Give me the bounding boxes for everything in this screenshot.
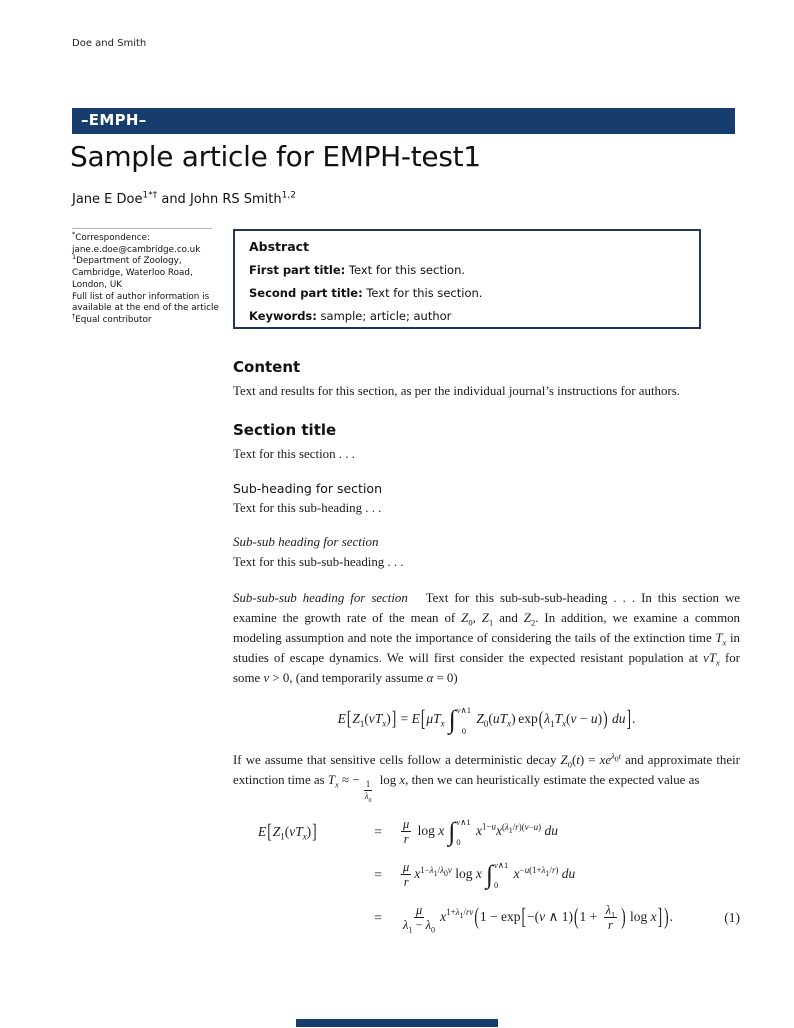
affiliation-line: $^1$Department of Zoology, [72, 253, 182, 267]
abstract-keywords [249, 309, 685, 323]
author-info-note: available at the end of the article [72, 303, 219, 314]
abstract-item-text: sample; article; author [316, 309, 452, 323]
equation-rhs: $\frac{\mu}{\lambda_1 - \lambda_0}$ $x^{1+\lambda_1/rv}(1 - \exp[-(v$ ∧ 1)(1 + $\frac{\lambda_1}{r}$ ) log x] ). [403, 902, 673, 935]
numbered-equation-block [233, 817, 740, 933]
subsubsection-paragraph: Text for this sub-sub-heading . . . [233, 555, 404, 569]
abstract-item-text: Text for this section. [362, 286, 483, 300]
equals-sign: = [374, 909, 382, 925]
subsubsection-heading: Sub-sub heading for section [233, 534, 379, 549]
article-body [233, 358, 740, 945]
equals-sign: = [374, 823, 382, 839]
running-header: Doe and Smith [72, 38, 147, 49]
equals-sign: = [374, 866, 382, 882]
abstract-item-label: Keywords: [249, 309, 317, 323]
correspondence-block [72, 228, 230, 327]
equation-row [233, 903, 740, 933]
subsection-paragraph: Text for this sub-heading . . . [233, 501, 382, 515]
section-heading: Section title [233, 421, 337, 439]
sidebar-divider [72, 228, 212, 229]
equation-rhs: $\frac{\mu}{r}$ log x ∫ v∧1 0 $x^{1-u}x^{(\lambda_1/r)(v-u)}$ du [403, 816, 558, 848]
abstract-item-text: Text for this section. [345, 263, 466, 277]
journal-banner [72, 108, 735, 134]
equation-lhs: $E[Z_1(vT_x)]$ [258, 820, 317, 843]
equal-contributor-note: †Equal contributor [72, 312, 152, 325]
subsection-heading: Sub-heading for section [233, 481, 382, 496]
affiliation-line: London, UK [72, 279, 123, 290]
equation-row [233, 817, 740, 847]
abstract-item [249, 286, 685, 300]
correspondence-email: jane.e.doe@cambridge.co.uk [72, 244, 201, 255]
affiliation-line: Cambridge, Waterloo Road, [72, 268, 193, 279]
author-info-note: Full list of author information is [72, 291, 210, 302]
journal-banner-label: –EMPH– [81, 111, 147, 129]
section-paragraph: Text for this section . . . [233, 447, 355, 461]
equation-row [233, 860, 740, 890]
footer-bar [296, 1019, 498, 1027]
correspondence-label: *Correspondence: [72, 230, 150, 243]
abstract-item [249, 263, 685, 277]
abstract-item-label: Second part title: [249, 286, 363, 300]
equation-rhs: $\frac{\mu}{r}$ $x^{1-\lambda_1/\lambda_0v}$ log x ∫ v∧1 0 $x^{-u(1+\lambda_1/r)}$ du [403, 859, 576, 891]
paragraph-deterministic-decay: If we assume that sensitive cells follow a deterministic decay $Z_0(t) = xe^{\lambda_0t}$ and approximate their extinction time as $T_x$ ≈ − $\frac{1}{\lambda_0}$ log x, then we can heuristically estimate the expected value as [233, 750, 740, 804]
equation-number: (1) [724, 909, 740, 925]
content-paragraph: Text and results for this section, as per the individual journal’s instructions for authors. [233, 384, 680, 398]
display-equation: $E[Z_1(vT_x)] = E[\mu T_x$ ∫ v∧1 0 $Z_0(uT_x) \exp(\lambda_1T_x(v - u))$ du]. [337, 705, 636, 736]
abstract-heading: Abstract [249, 239, 310, 254]
section-heading-content: Content [233, 358, 301, 376]
author-line: Jane E Doe$^{1*\dagger}$ and John RS Smith$^{1,2}$ [72, 190, 296, 207]
runin-paragraph: Sub-sub-sub heading for section Text for this sub-sub-sub-heading . . . In this section we examine the growth rate of the mean of $Z_0$, $Z_1$ and $Z_2$. In addition, we examine a common modeling assumption and note the importance of considering the tails of the extinction time $T_x$ in studies of escape dynamics. We will first consider the expected resistant population at $vT_x$ for some v > 0, (and temporarily assume α = 0) [233, 591, 740, 685]
abstract-box [233, 229, 701, 329]
article-title: Sample article for EMPH-test1 [70, 140, 481, 173]
abstract-item-label: First part title: [249, 263, 346, 277]
